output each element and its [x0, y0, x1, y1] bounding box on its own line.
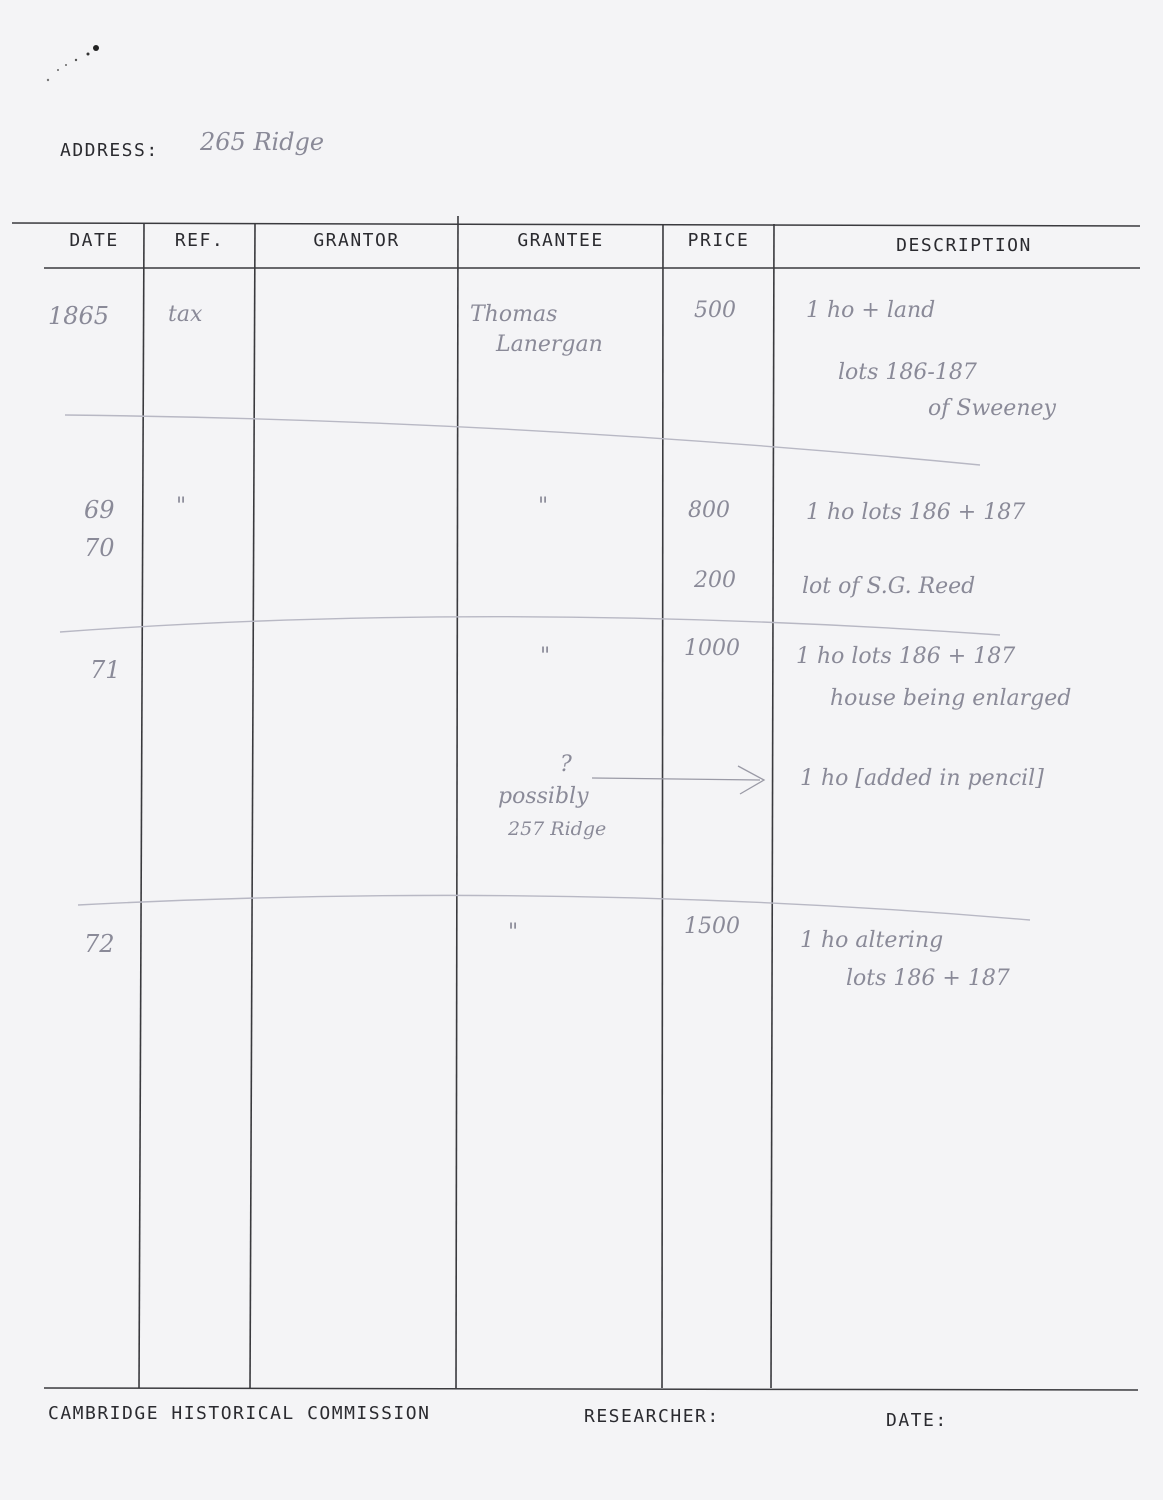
entry-description: lots 186-187 [838, 360, 977, 385]
entry-description: 1 ho lots 186 + 187 [806, 500, 1026, 525]
entry-date: 70 [84, 534, 115, 562]
column-header-date: DATE [69, 230, 119, 251]
entry-note: possibly [498, 784, 589, 809]
entry-description: lots 186 + 187 [846, 966, 1010, 991]
entry-note: 257 Ridge [508, 818, 607, 840]
entry-description: 1 ho lots 186 + 187 [796, 644, 1016, 669]
entry-description: lot of S.G. Reed [802, 574, 976, 599]
entry-question-mark: ? [560, 752, 572, 777]
entry-description: 1 ho altering [800, 928, 944, 953]
entry-date: 69 [84, 496, 115, 524]
entry-price: 800 [688, 498, 730, 523]
column-header-description: DESCRIPTION [896, 235, 1032, 256]
column-header-grantor: GRANTOR [313, 230, 400, 251]
entry-grantee: " [540, 644, 551, 669]
entry-description: house being enlarged [830, 686, 1072, 711]
entry-description: 1 ho [added in pencil] [800, 766, 1044, 791]
entry-date: 71 [90, 656, 121, 684]
entry-price: 200 [694, 568, 736, 593]
footer-commission: CAMBRIDGE HISTORICAL COMMISSION [48, 1403, 431, 1424]
entry-grantee: " [538, 494, 549, 519]
entry-price: 500 [694, 298, 736, 323]
entry-description: of Sweeney [928, 396, 1056, 421]
entry-ref: " [176, 494, 187, 519]
entry-grantee: Lanergan [496, 332, 603, 357]
column-header-ref: REF. [174, 230, 225, 251]
address-value: 265 Ridge [200, 128, 325, 156]
entry-description: 1 ho + land [806, 298, 936, 323]
entry-price: 1000 [684, 636, 740, 661]
entry-date: 72 [84, 930, 115, 958]
footer-researcher-label: RESEARCHER: [584, 1406, 720, 1427]
column-header-price: PRICE [687, 230, 750, 251]
entry-date: 1865 [48, 302, 110, 330]
footer-date-label: DATE: [886, 1410, 948, 1431]
entry-ref: tax [168, 302, 203, 327]
address-label: ADDRESS: [60, 140, 159, 161]
column-header-grantee: GRANTEE [517, 230, 604, 251]
entry-price: 1500 [684, 914, 740, 939]
entry-grantee: Thomas [470, 302, 558, 327]
entry-grantee: " [508, 920, 519, 945]
